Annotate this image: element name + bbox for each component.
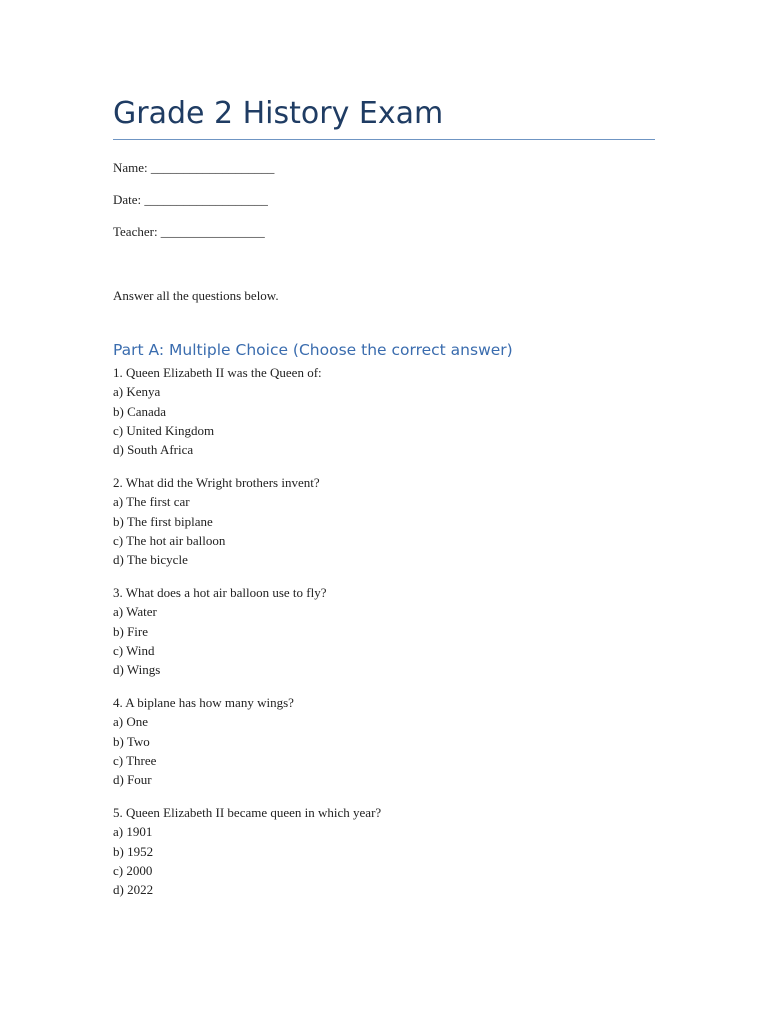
question-prompt: 4. A biplane has how many wings? (113, 694, 294, 710)
answer-option: c) Wind (113, 642, 155, 658)
answer-option: d) 2022 (113, 882, 154, 898)
answer-option: c) The hot air balloon (113, 532, 226, 548)
answer-option: d) Wings (113, 662, 161, 678)
section-heading-part-a: Part A: Multiple Choice (Choose the correct answer) (113, 341, 513, 359)
question-item (113, 363, 673, 459)
answer-option: b) Canada (113, 403, 167, 419)
answer-option: a) Water (113, 604, 157, 620)
instructions-text: Answer all the questions below. (113, 288, 279, 303)
answer-option: b) 1952 (113, 843, 154, 859)
answer-option: a) Kenya (113, 384, 161, 400)
question-prompt: 5. Queen Elizabeth II became queen in which year? (113, 804, 382, 820)
answer-option: b) The first biplane (113, 513, 213, 529)
answer-option: a) 1901 (113, 824, 153, 840)
answer-option: b) Two (113, 733, 150, 749)
answer-option: c) 2000 (113, 862, 153, 878)
answer-option: d) South Africa (113, 442, 194, 458)
question-item (113, 473, 673, 569)
question-item (113, 803, 673, 899)
answer-option: c) Three (113, 752, 157, 768)
answer-option: a) The first car (113, 494, 190, 510)
question-prompt: 2. What did the Wright brothers invent? (113, 474, 320, 490)
question-list (113, 363, 673, 913)
answer-option: c) United Kingdom (113, 422, 215, 438)
question-item (113, 693, 673, 789)
question-item (113, 583, 673, 679)
answer-option: d) Four (113, 772, 152, 788)
name-field: Name: ___________________ (113, 160, 275, 175)
page-title: Grade 2 History Exam (113, 96, 444, 131)
answer-option: b) Fire (113, 623, 149, 639)
answer-option: d) The bicycle (113, 552, 188, 568)
answer-option: a) One (113, 714, 149, 730)
title-divider (113, 139, 655, 140)
question-prompt: 3. What does a hot air balloon use to fly? (113, 584, 327, 600)
teacher-field: Teacher: ________________ (113, 224, 265, 239)
date-field: Date: ___________________ (113, 192, 268, 207)
question-prompt: 1. Queen Elizabeth II was the Queen of: (113, 365, 322, 380)
